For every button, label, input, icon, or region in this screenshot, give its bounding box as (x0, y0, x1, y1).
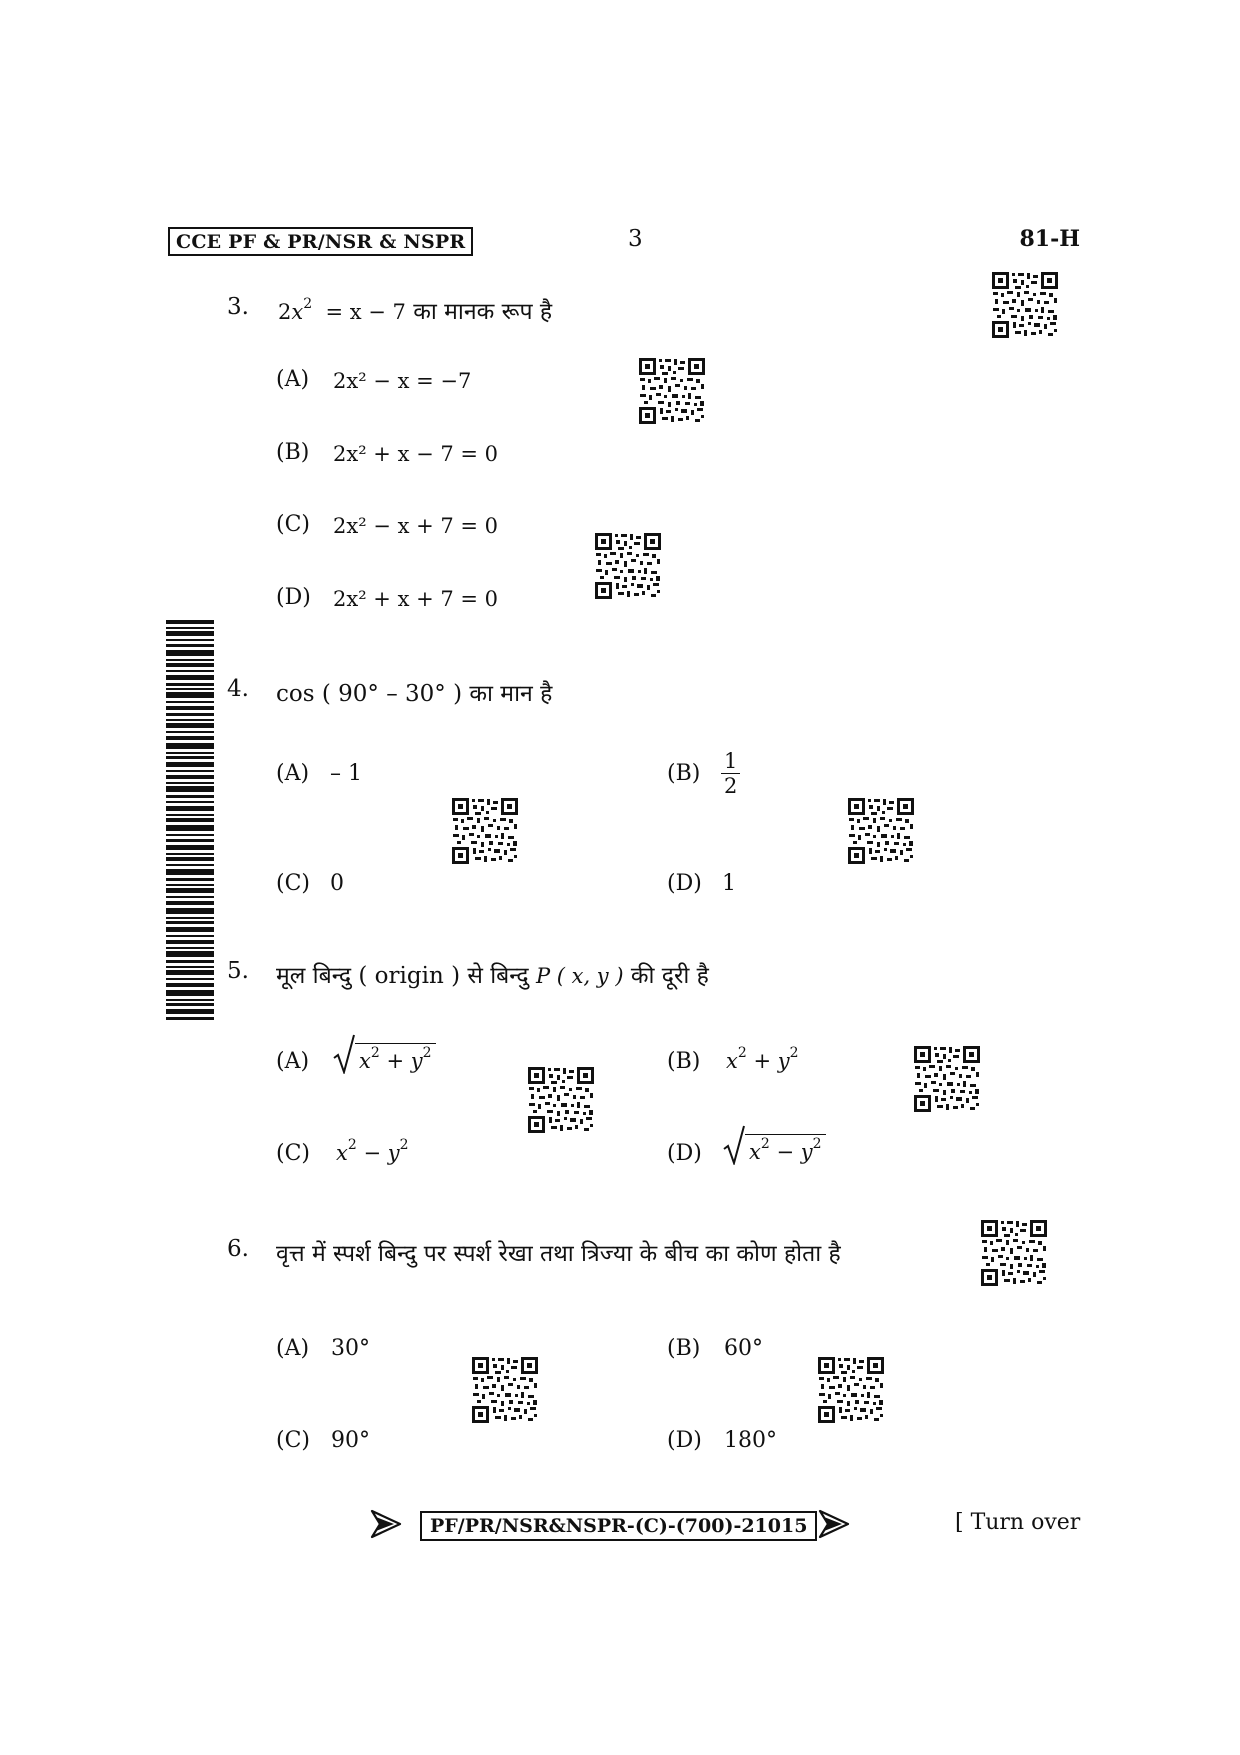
option-c-value: 90° (331, 1428, 370, 1453)
paper-code: 81-H (1019, 226, 1080, 252)
fraction-numerator: 1 (721, 749, 740, 774)
qr-code-image (527, 1066, 595, 1134)
question-stem (278, 294, 552, 326)
question-text: का मानक रूप है (413, 299, 553, 325)
question-text-part1: मूल बिन्दु ( origin ) से बिन्दु (276, 963, 529, 989)
option-a: (A) (276, 367, 310, 392)
option-c-value: 0 (330, 871, 344, 896)
radical-sign-icon (723, 1125, 745, 1165)
option-c: (C) (276, 871, 310, 896)
equation-lhs-coefficient: 2 (278, 300, 292, 324)
option-b: (B) (667, 1049, 701, 1074)
question-text-part2: की दूरी है (630, 963, 709, 989)
qr-code-image (991, 271, 1059, 339)
option-d-expr (723, 1125, 826, 1169)
qr-code-image (471, 1356, 539, 1424)
square-root: $x^2 - y^2$ (723, 1125, 826, 1165)
option-d: (D) (667, 1141, 702, 1166)
footer-paper-code: PF/PR/NSR&NSPR-(C)-(700)-21015 (420, 1511, 817, 1541)
option-c-expr: $x^2 - y^2$ (336, 1137, 409, 1165)
exam-code-box: CCE PF & PR/NSR & NSPR (168, 227, 473, 256)
square-root: $x^2 + y^2$ (333, 1034, 436, 1074)
question-number: 6. (227, 1236, 249, 1262)
question-equation: $2x^2 = x - 7$ (278, 296, 406, 324)
qr-code-image (980, 1219, 1048, 1287)
qr-code-image (594, 532, 662, 600)
option-c: (C) (276, 1428, 310, 1453)
option-b-expr: 2x² + x − 7 = 0 (333, 442, 499, 466)
option-b: (B) (276, 440, 310, 465)
option-b: (B) (667, 761, 701, 786)
option-a-expr: 2x² − x = −7 (333, 369, 472, 393)
option-d: (D) (667, 871, 702, 896)
option-b-expr: $x^2 + y^2$ (726, 1045, 799, 1073)
fraction-denominator: 2 (724, 774, 738, 798)
option-a-value: 30° (331, 1336, 370, 1361)
option-a-expr (333, 1034, 436, 1078)
qr-code-image (451, 797, 519, 865)
option-d-value: 1 (722, 871, 736, 896)
radical-sign-icon (333, 1034, 355, 1074)
page-number: 3 (628, 226, 643, 252)
question-number: 3. (227, 294, 249, 320)
point-p: P ( x, y ) (535, 964, 624, 988)
option-d: (D) (276, 585, 311, 610)
qr-code-image (638, 357, 706, 425)
option-c-expr: 2x² − x + 7 = 0 (333, 514, 499, 538)
option-d-value: 180° (724, 1428, 777, 1453)
option-d-expr: 2x² + x + 7 = 0 (333, 587, 499, 611)
option-a: (A) (276, 1049, 310, 1074)
option-a-value: – 1 (330, 761, 362, 786)
option-b-value: 60° (724, 1336, 763, 1361)
question-text: cos ( 90° – 30° ) का मान है (276, 681, 553, 707)
qr-code-image (817, 1356, 885, 1424)
qr-code-image (913, 1045, 981, 1113)
option-b-fraction (721, 749, 740, 798)
option-d: (D) (667, 1428, 702, 1453)
question-number: 5. (227, 958, 249, 984)
qr-code-image (847, 797, 915, 865)
equation-rhs: = x − 7 (325, 300, 406, 324)
option-a: (A) (276, 1336, 310, 1361)
question-text: वृत्त में स्पर्श बिन्दु पर स्पर्श रेखा तथा त्रिज्या के बीच का कोण होता है (276, 1241, 841, 1267)
question-stem (276, 958, 709, 990)
option-c: (C) (276, 512, 310, 537)
option-b: (B) (667, 1336, 701, 1361)
arrow-right-icon (370, 1508, 402, 1540)
question-number: 4. (227, 676, 249, 702)
turn-over-label: [ Turn over (955, 1510, 1081, 1535)
option-c: (C) (276, 1141, 310, 1166)
option-a: (A) (276, 761, 310, 786)
barcode-image (166, 620, 214, 1020)
arrow-right-icon (818, 1508, 850, 1540)
